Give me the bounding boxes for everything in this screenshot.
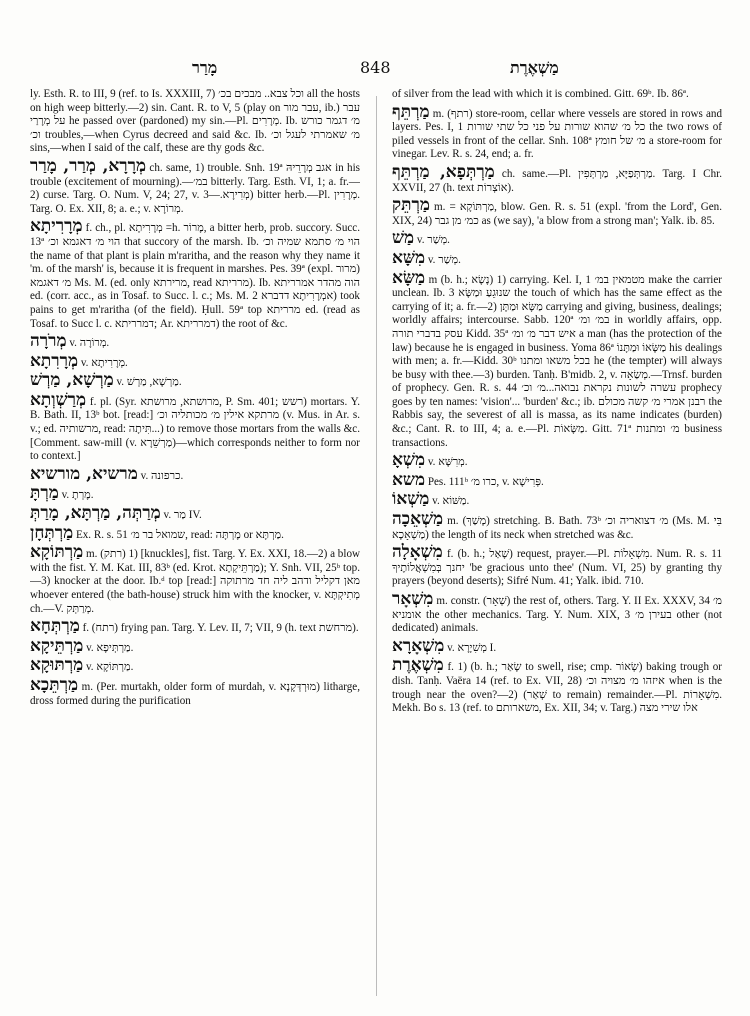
dictionary-entry: [392, 656, 722, 715]
entry-headword: מִשְׁאֶרֶת: [392, 655, 444, 676]
entry-headword: מִשְׁאָלָה: [392, 542, 443, 563]
entry-definition: ly. Esth. R. to III, 9 (ref. to Is. XXXIII, 7) וכל צבא.. מבכים בכ׳ all the hosts on high weep bitterly.—2) sin. Cant. R. to V, 5 (play on עבר מור, ib.) עבר על מְרָרַי he passed over (pardoned) my sin.—Pl. מְרָרִים. Ib. מ׳ דגמר כורש וכ׳ troubles,—when Cyrus decreed and said &c. Ib. מ׳ שאמרתי לעגל וכ׳ sins,—when I said of the calf, these are thy gods &c.: [30, 88, 360, 155]
running-head-left: מָרַר: [192, 58, 218, 77]
dictionary-entry: [30, 617, 360, 636]
dictionary-entry: [30, 391, 360, 464]
entry-headword: מַרְתְּחָא: [30, 616, 80, 637]
entry-definition: v. מְשַׁר.: [427, 253, 461, 266]
dictionary-entry: [30, 332, 360, 351]
entry-headword: מַשָּׂא: [392, 267, 426, 288]
dictionary-entry: [392, 590, 722, 636]
entry-definition: Pes. 111ᵇ כרו מ׳, v. פְּרִישָׁא.: [427, 475, 544, 488]
dictionary-entry: [392, 451, 722, 470]
left-column: [30, 88, 360, 1006]
dictionary-entry: [30, 504, 360, 523]
dictionary-entry: [30, 88, 360, 156]
entry-headword: מְרָרִתָא: [30, 350, 79, 371]
entry-definition: f. (b. h.; שָׁאַל) request, prayer.—Pl. מִשְׁאָלוֹת. Num. R. s. 11 יחנך בְּמִשְׁאֲלוֹתֶיךָ 'be gracious unto thee' (Num. VI, 25) by granting thy prayers (beyond deserts); Sifré Num. 41; Yalk. ibid. 710.: [392, 548, 722, 588]
entry-definition: v. מַר IV.: [163, 509, 202, 522]
entry-definition: m. (Per. murtakh, older form of murdah, v. מוּרְדְּקָנָא) litharge, dross formed during the purification: [30, 680, 360, 707]
entry-headword: מַשׁ: [392, 228, 415, 249]
entry-headword: מַרְתֵּק: [392, 195, 430, 216]
entry-headword: מרשיא, מורשיא: [30, 463, 138, 484]
entry-definition: ch. same.—Pl. מַרְתְּפַיָּא, מַרְתְּפִין. Targ. I Chr. XXVII, 27 (h. text אוֹצְרוֹת).: [392, 167, 722, 194]
entry-definition: Ex. R. s. 51 שמואל בר מ׳, read: מָרְתָּה or מַרְתָּא.: [75, 528, 284, 541]
entry-headword: מַרְתָּ: [30, 483, 59, 504]
entry-headword: מַשְׁאֵכָה: [392, 509, 444, 530]
entry-definition: of silver from the lead with which it is combined. Gitt. 69ᵇ. Ib. 86ª.: [392, 88, 689, 100]
entry-headword: מַרְתֵּיקָא: [30, 635, 84, 656]
dictionary-entry: [392, 163, 722, 195]
dictionary-entry: [30, 543, 360, 616]
entry-definition: v. מְרִשָּׁא.: [427, 456, 468, 469]
entry-headword: מְרַתְּה, מַרְתָּא, מָרַתְּ: [30, 503, 161, 524]
entry-headword: מַרְתּוֹקָא: [30, 542, 84, 563]
entry-headword: מְרֹרָה: [30, 331, 67, 352]
right-column: [392, 88, 722, 1006]
dictionary-entry: [392, 88, 722, 102]
entry-headword: מְרַשְׁוְתָא: [30, 389, 87, 410]
dictionary-entry: [30, 352, 360, 371]
entry-headword: מַשְׁאוֹ: [392, 489, 430, 510]
entry-definition: v. מָרְתָ.: [61, 489, 94, 502]
dictionary-entry: [392, 269, 722, 451]
entry-headword: מְרָרָא, מְרַר, מָרַר: [30, 155, 147, 176]
dictionary-entry: [392, 196, 722, 228]
entry-headword: מַרְתֵּף: [392, 101, 430, 122]
entry-headword: מַרְתֵּכָא: [30, 674, 79, 695]
entry-definition: v. מַרְתְּיפָא.: [86, 641, 134, 654]
entry-definition: v. מְרוֹרָה.: [69, 337, 110, 350]
entry-headword: מַרְשָׁא, מַרְשׁ: [30, 370, 114, 391]
entry-definition: m (b. h.; נָשָׂא) 1) carrying. Kel. I, 1 מטמאין במ׳ make the carrier unclean. Ib. 3 שנוּגֵעַ וּמַשָּׂא the touch of which has the same effect as the carrying of it; a. fr.—2) מַשָּׂא וּמַתָּן carrying and giving, business, dealings; worldly affairs; intercourse. Sabb. 120ª במ׳ ומ׳ in worldly affairs, opp. עסק בדברי תורה Kidd. 35ª איש דבר מ׳ ומ׳ a man (has the protection of the law) because he is engaged in business. Yoma 86ª מַשָּׂאוֹ וּמַתָּנוֹ his dealings with men; a. fr.—Kidd. 30ᵇ בכל משאו ומתנו he (the tempter) will always be busy with thee.—3) burden. Tanḥ. B'midb. 2, v. מְשַׂאָה.—Trnsf. burden of prophecy. Gen. R. s. 44 עשרה לשונות נקראת נבואה...מ׳ וכ׳ prophecy goes by ten names: 'vision'... 'burden' &c.; ib. רבנן אמרי מ׳ קשה מכולם the Rabbis say, the severest of all is massa, as its name indicates (burden) &c.; Cant. R. to III, 4; a. e.—Pl. מַשָּׂאוֹת. Gitt. 71ª מ׳ ומתנות business transactions.: [392, 273, 722, 449]
entry-definition: f. pl. (Syr. מרושתא, מרושתא, P. Sm. 401; רשש) mortars. Y. B. Bath. II, 13ᵇ bot. [read:] מרתקא אילין מ׳ מכותליה וכ׳ (v. Mus. in Ar. s. v.; ed. מרשותיה, read: תִּיתָה...) to remove those mortars from the walls &c. [Comment. saw-mill (v. מַרְשֵׁרָא)—which corresponds neither to form nor to context.]: [30, 395, 360, 463]
dictionary-entry: [392, 510, 722, 542]
entry-headword: מְרָרִיתָא: [30, 216, 83, 237]
entry-headword: מִשְׁאָרָא: [392, 635, 445, 656]
entry-definition: v. מַרְשָׁא, מַרְשׁ.: [116, 376, 182, 389]
entry-definition: v. מְשִׁיָרָא I.: [447, 641, 497, 654]
dictionary-entry: [392, 471, 722, 490]
entry-definition: v. מְשַׁר.: [416, 234, 450, 247]
dictionary-entry: [392, 543, 722, 589]
column-divider: [376, 96, 377, 996]
dictionary-entry: [30, 217, 360, 331]
dictionary-entry: [30, 371, 360, 390]
page-number: 848: [360, 58, 391, 77]
dictionary-entry: [392, 229, 722, 248]
dictionary-entry: [30, 656, 360, 675]
dictionary-entry: [30, 637, 360, 656]
entry-definition: m. (מָשַׁךְ) stretching. B. Bath. 73ᵇ מ׳ דצואריה וכ׳ (Ms. M. בִּי מַשְׁאָכָא) the length of its neck when stretched was &c.: [392, 515, 722, 541]
entry-headword: מִשְׁאָ: [392, 450, 426, 471]
entry-definition: m. (רתף) store-room, cellar where vessels are stored in rows and layers. Pes. I, 1 כל מ׳ שהוא שורות על פני כל שתי שורות the two rows of piled vessels in front of the cellar. Snh. 108ª מ׳ של חומץ a store-room for vinegar. Lev. R. s. 24, end; a. fr.: [392, 107, 722, 161]
entry-definition: ch. same, 1) trouble. Snh. 19ª אגב מְרָרֵיהּ in his trouble (excitement of mourning).—במ׳ bitterly. Targ. Esth. VI, 1; a. fr.—2) curse. Targ. O. Num. V, 24; 27, v. מְרִירָא.—3) bitter herb.—Pl. מְרָרִין. Targ. O. Ex. XII, 8; a. e.; v. מְרוֹרָא.: [30, 161, 360, 215]
dictionary-entry: [392, 637, 722, 656]
dictionary-entry: [392, 490, 722, 509]
dictionary-entry: [392, 249, 722, 268]
entry-headword: משא: [392, 469, 426, 490]
entry-definition: m. = מַרְתּוֹקָא, blow. Gen. R. s. 51 (expl. 'from the Lord', Gen. XIX, 24) כמ׳ מן גבר as (we say), 'a blow from a strong man'; Yalk. ib. 85.: [392, 201, 722, 227]
entry-headword: מִשְׁאָר: [392, 589, 434, 609]
entry-headword: מַרְתְּפָא, מַרְתֵּף: [392, 161, 495, 182]
dictionary-entry: [30, 484, 360, 503]
entry-definition: v. מַרְתּוֹקָא.: [85, 661, 134, 674]
entry-headword: מִשָּׁא: [392, 247, 426, 268]
entry-definition: m. (רתק) 1) [knuckles], fist. Targ. Y. Ex. XXI, 18.—2) a blow with the fist. Y. M. Kat. III, 83ᵇ (ed. Krot. מַרְתֵּיקְתָא); Y. Snh. VII, 25ᵇ top.—3) knocker at the door. Ib.ᵈ top [read:] מאן דקליל ודהב ליה חד מרתוקה whoever entered (the bath-house) struck him with the knocker, v. מְתִיקְתָּא ch.—V. מְרַתְּק.: [30, 548, 360, 615]
entry-headword: מַרְתּוּקָא: [30, 655, 84, 676]
dictionary-entry: [30, 524, 360, 543]
dictionary-entry: [30, 465, 360, 484]
entry-definition: f. 1) (b. h.; שָׂאַר to swell, rise; cmp. שְׂאוֹר) baking trough or dish. Tanḥ. Vaëra 14 (ref. to Ex. VII, 28) איזהו מ׳ מצויה וכ׳ when is the trough near the oven?—2) (שְׁאַר to remain) remainder.—Pl. מִשְׁאָרוֹת. Mekh. Bo s. 13 (ref. to משארותם, Ex. XII, 34; v. Targ.) אלו שירי מצה: [392, 661, 722, 715]
entry-definition: v. מַשּׁוֹא.: [432, 495, 470, 508]
entry-definition: f. (רתח) frying pan. Targ. Y. Lev. II, 7; VII, 9 (h. text מרחשת).: [82, 622, 359, 635]
entry-definition: v. מְרָרִיתָא.: [80, 356, 128, 369]
running-head-right: מַשְׁאֶרֶת: [510, 58, 559, 77]
entry-headword: מַרְתְּחָן: [30, 522, 74, 543]
entry-definition: v. כרפונה.: [140, 469, 184, 482]
dictionary-entry: [392, 103, 722, 162]
dictionary-entry: [30, 676, 360, 708]
entry-definition: f. ch., pl. מְרָרִיתָא =h. מָרוֹר, a bitter herb, prob. succory. Succ. 13ª הוי מ׳ דאגמא וכ׳ that succory of the marsh. Ib. הוי מ׳ סתמא שמיה וכ׳ the name of that plant is plain m'raritha, and the reason why they name it 'm. of the marsh' is, because it is frequent in marshes. Pes. 39ª (expl. מרור) מ׳ דאגמא Ms. M. (ed. only מרירתא, read מרריתא). Ib. הוה מהדר אמרריתא ed. (corr. acc., as in Tosaf. to Succ. l. c.; Ms. M. 2 אמְרָרִיתָא דדברא) took pains to get m'raritha (of the field). Ḥull. 59ª top מרריתא ed. (read as Tosaf. to Succ l. c. דמרריתא; Ar. דמרריתא) the root of &c.: [30, 222, 360, 330]
dictionary-entry: [30, 157, 360, 216]
entry-definition: m. constr. (שְׁאָר) the rest of, others. Targ. Y. II Ex. XXXV, 34 מ׳ אומניא the other mechanics. Targ. Y. Num. XIX, 3 בעירן מ׳ other (not dedicated) animals.: [392, 595, 722, 635]
